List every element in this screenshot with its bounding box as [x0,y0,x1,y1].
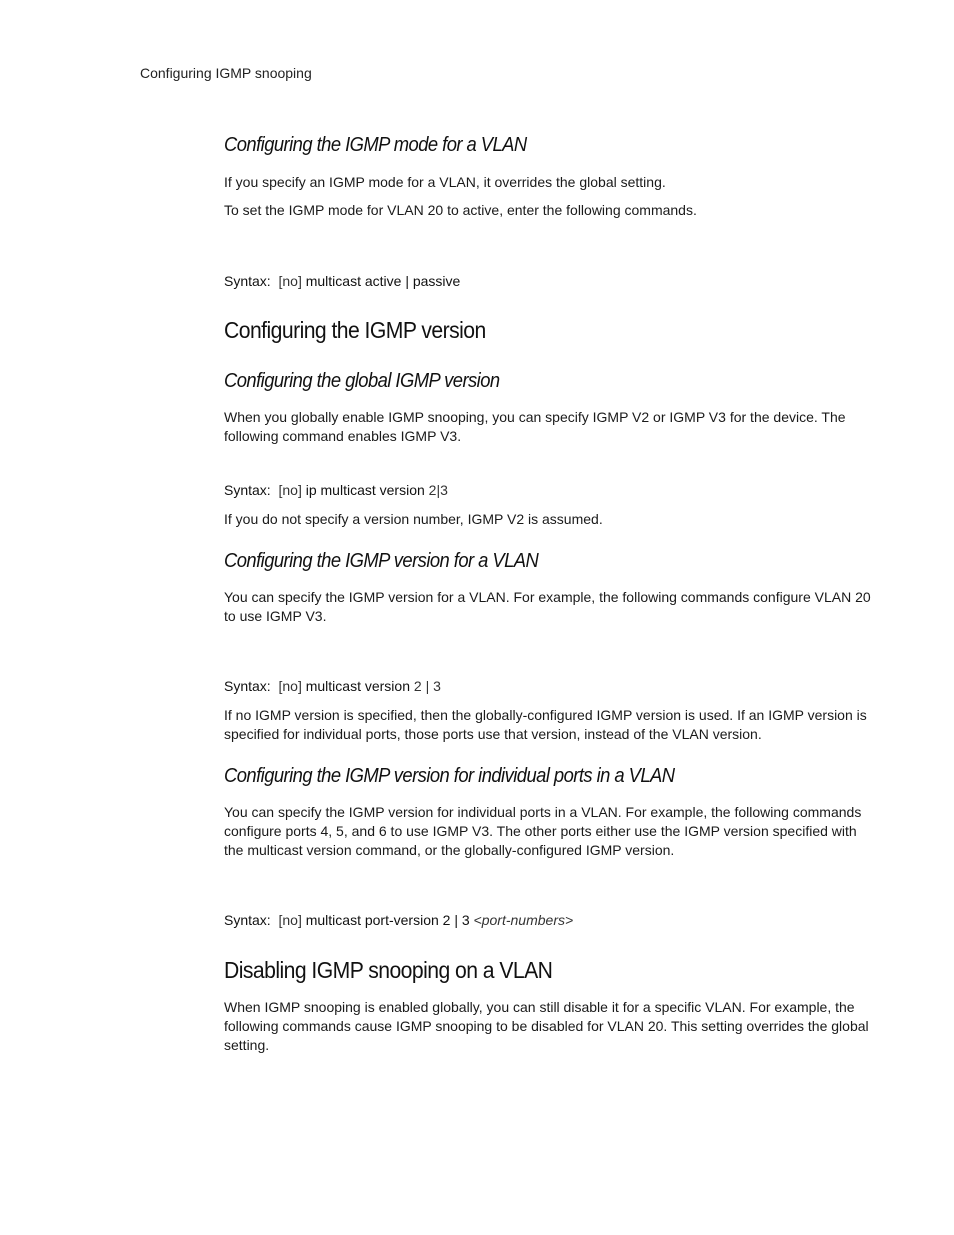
syntax-argument: <port-numbers> [473,912,574,928]
paragraph-vlan-version-1: You can specify the IGMP version for a VLAN. For example, the following commands configure VLAN 20 to use IGMP V3. [224,589,871,624]
heading-disable-vlan: Disabling IGMP snooping on a VLAN [224,957,553,983]
syntax-command: multicast version [305,678,410,694]
paragraph-vlan-mode-1: If you specify an IGMP mode for a VLAN, it overrides the global setting. [224,174,666,190]
paragraph-global-version-2: If you do not specify a version number, IGMP V2 is assumed. [224,511,603,527]
heading-vlan-version: Configuring the IGMP version for a VLAN [224,550,539,572]
syntax-optional: [no] [278,912,302,928]
syntax-optional: [no] [278,273,302,289]
syntax-vlan-version [224,678,874,694]
syntax-optional: [no] [278,678,302,694]
syntax-global-version [224,482,874,498]
syntax-vlan-mode [224,273,874,289]
heading-vlan-mode: Configuring the IGMP mode for a VLAN [224,134,527,156]
paragraph-global-version-1: When you globally enable IGMP snooping, you can specify IGMP V2 or IGMP V3 for the device. The following command enables IGMP V3. [224,409,846,444]
paragraph-vlan-mode-2: To set the IGMP mode for VLAN 20 to active, enter the following commands. [224,202,697,218]
syntax-command: ip multicast version [305,482,425,498]
paragraph-vlan-version-2: If no IGMP version is specified, then the globally-configured IGMP version is used. If an IGMP version is specified for individual ports, those ports use that version, instead of the VLAN version. [224,707,867,742]
syntax-label: Syntax: [224,678,271,694]
syntax-label: Syntax: [224,273,271,289]
syntax-label: Syntax: [224,482,271,498]
syntax-arguments: 2|3 [428,482,448,498]
heading-global-version: Configuring the global IGMP version [224,370,500,392]
syntax-optional: [no] [278,482,302,498]
syntax-command: multicast port-version 2 | 3 [305,912,470,928]
syntax-label: Syntax: [224,912,271,928]
paragraph-port-version-1: You can specify the IGMP version for individual ports in a VLAN. For example, the following commands configure ports 4, 5, and 6 to use IGMP V3. The other ports either use the IGMP version specified with the multicast version command, or the globally-configured IGMP version. [224,804,862,858]
paragraph-disable-vlan-1: When IGMP snooping is enabled globally, you can still disable it for a specific VLAN. For example, the following commands cause IGMP snooping to be disabled for VLAN 20. This setting overrides the global setting. [224,999,869,1053]
heading-port-version: Configuring the IGMP version for individual ports in a VLAN [224,765,675,787]
syntax-command: multicast active | passive [305,273,461,289]
running-header: Configuring IGMP snooping [140,65,312,81]
heading-igmp-version: Configuring the IGMP version [224,317,486,343]
syntax-port-version [224,912,874,928]
syntax-arguments: 2 | 3 [413,678,441,694]
